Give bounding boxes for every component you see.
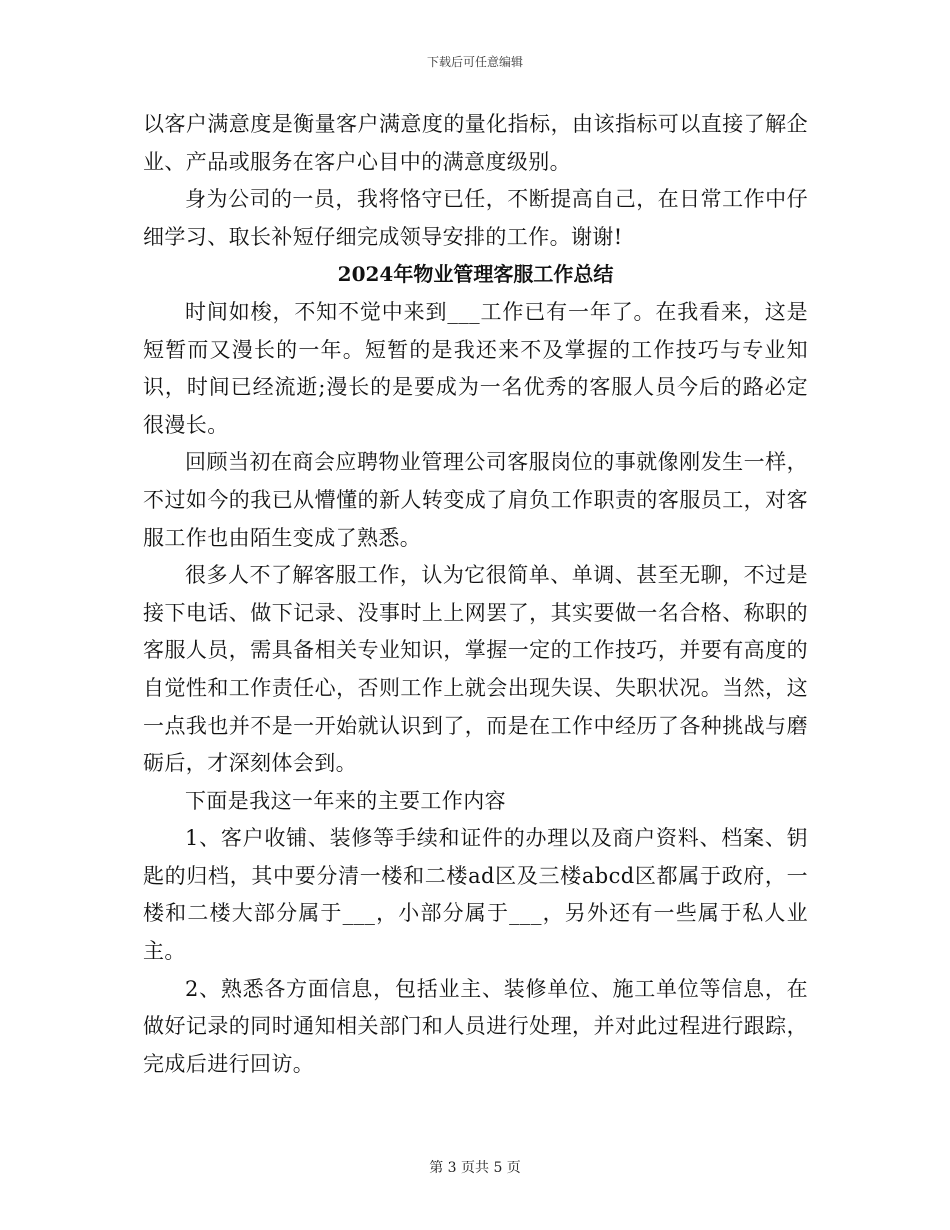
- paragraph: 很多人不了解客服工作，认为它很简单、单调、甚至无聊，不过是接下电话、做下记录、没事时上上网罢了，其实要做一名合格、称职的客服人员，需具备相关专业知识，掌握一定的工作技巧，并要有高度的自觉性和工作责任心，否则工作上就会出现失误、失职状况。当然，这一点我也并不是一开始就认识到了，而是在工作中经历了各种挑战与磨砺后，才深刻体会到。: [143, 563, 808, 776]
- paragraph: 以客户满意度是衡量客户满意度的量化指标，由该指标可以直接了解企业、产品或服务在客户心目中的满意度级别。: [143, 112, 808, 174]
- paragraph: 2、熟悉各方面信息，包括业主、装修单位、施工单位等信息，在做好记录的同时通知相关部门和人员进行处理，并对此过程进行跟踪，完成后进行回访。: [143, 976, 808, 1076]
- paragraph: 身为公司的一员，我将恪守已任，不断提高自己，在日常工作中仔细学习、取长补短仔细完成领导安排的工作。谢谢!: [143, 187, 808, 249]
- document-body: [143, 106, 808, 1083]
- section-title: 2024年物业管理客服工作总结: [337, 262, 614, 287]
- page-header: 下载后可任意编辑: [426, 55, 523, 69]
- paragraph: 回顾当初在商会应聘物业管理公司客服岗位的事就像刚发生一样，不过如今的我已从懵懂的新人转变成了肩负工作职责的客服员工，对客服工作也由陌生变成了熟悉。: [143, 450, 808, 550]
- paragraph: 时间如梭，不知不觉中来到___工作已有一年了。在我看来，这是短暂而又漫长的一年。短暂的是我还来不及掌握的工作技巧与专业知识，时间已经流逝;漫长的是要成为一名优秀的客服人员今后的路必定很漫长。: [143, 299, 808, 437]
- paragraph: 1、客户收铺、装修等手续和证件的办理以及商户资料、档案、钥匙的归档，其中要分清一楼和二楼ad区及三楼abcd区都属于政府，一楼和二楼大部分属于___，小部分属于___，另外还有一些属于私人业主。: [143, 826, 808, 964]
- paragraph: 下面是我这一年来的主要工作内容: [185, 788, 506, 813]
- page-footer: 第 3 页共 5 页: [429, 1160, 521, 1176]
